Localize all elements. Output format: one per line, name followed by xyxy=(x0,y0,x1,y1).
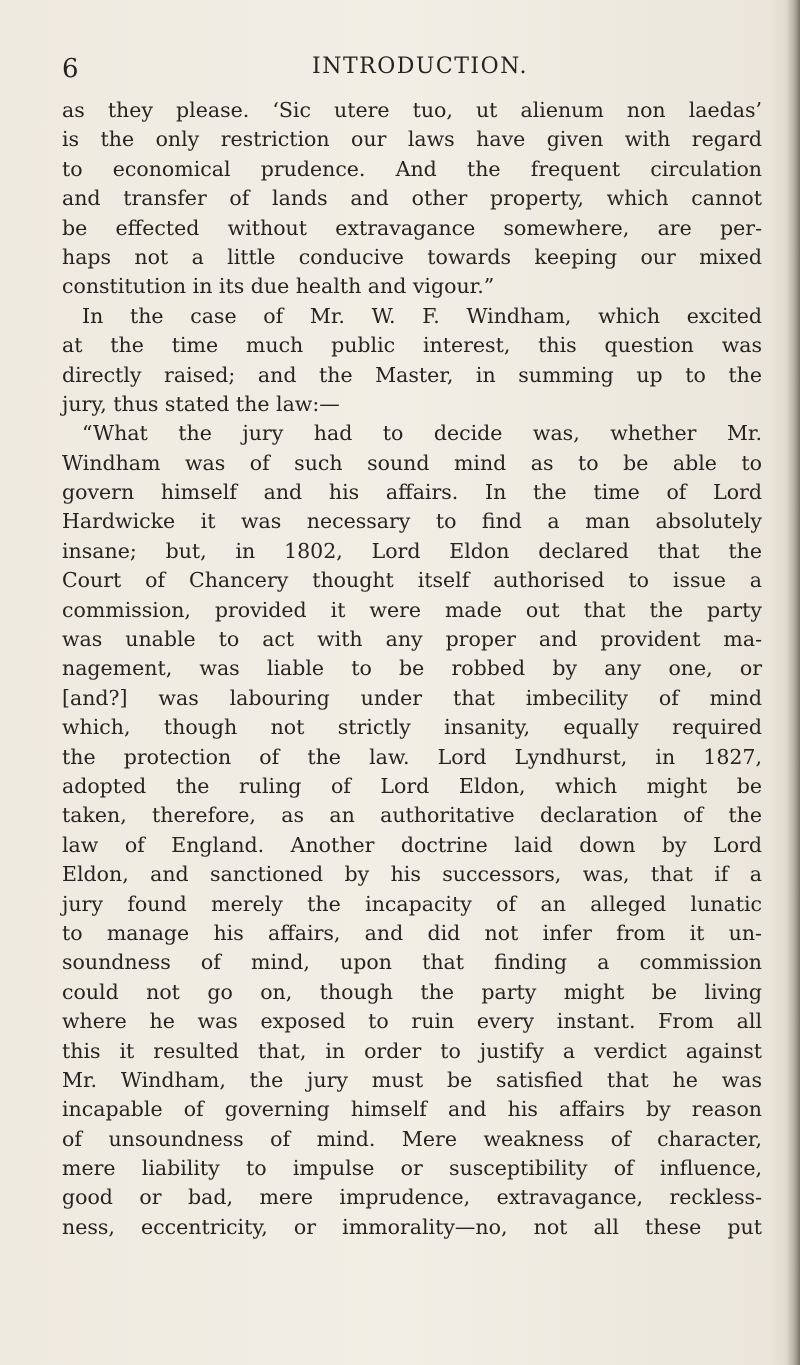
text-line: nagement, was liable to be robbed by any one, or xyxy=(62,656,762,681)
text-line: of unsoundness of mind. Mere weakness of character, xyxy=(62,1126,762,1151)
text-line: jury found merely the incapacity of an alleged lunatic xyxy=(62,891,762,916)
text-line: law of England. Another doctrine laid down by Lord xyxy=(62,832,762,857)
text-line: where he was exposed to ruin every instant. From all xyxy=(62,1009,762,1034)
text-line: insane; but, in 1802, Lord Eldon declared that the xyxy=(62,538,762,563)
text-line: which, though not strictly insanity, equally required xyxy=(62,715,762,740)
text-line: as they please. ‘Sic utere tuo, ut alienum non laedas’ xyxy=(62,98,762,122)
text-line: govern himself and his affairs. In the time of Lord xyxy=(62,480,762,505)
text-line: Eldon, and sanctioned by his successors, was, that if a xyxy=(62,862,762,887)
text-line: and transfer of lands and other property, which cannot xyxy=(62,186,762,211)
text-line: was unable to act with any proper and provident ma- xyxy=(62,627,762,652)
page-header xyxy=(40,54,760,90)
text-line: jury, thus stated the law:— xyxy=(62,391,340,416)
text-line: haps not a little conducive towards keeping our mixed xyxy=(62,244,762,269)
text-line: Hardwicke it was necessary to find a man absolutely xyxy=(62,509,762,534)
body-text xyxy=(62,96,762,1242)
text-line: commission, provided it were made out that the party xyxy=(62,597,762,622)
text-line: constitution in its due health and vigour.” xyxy=(62,274,495,299)
text-line: the protection of the law. Lord Lyndhurst, in 1827, xyxy=(62,744,762,769)
text-line: Mr. Windham, the jury must be satisfied that he was xyxy=(62,1067,762,1092)
text-line: ness, eccentricity, or immorality—no, not all these put xyxy=(62,1214,762,1239)
text-line: be effected without extravagance somewhere, are per- xyxy=(62,215,762,240)
text-line: directly raised; and the Master, in summing up to the xyxy=(62,362,762,387)
page-edge-shadow xyxy=(786,0,800,1365)
text-line: taken, therefore, as an authoritative declaration of the xyxy=(62,803,762,828)
running-head: INTRODUCTION. xyxy=(312,54,528,79)
text-line: is the only restriction our laws have given with regard xyxy=(62,127,762,152)
text-line: adopted the ruling of Lord Eldon, which might be xyxy=(62,773,762,798)
text-line: to economical prudence. And the frequent circulation xyxy=(62,156,762,181)
text-line: Windham was of such sound mind as to be able to xyxy=(62,450,762,475)
text-line: “What the jury had to decide was, whether Mr. xyxy=(82,421,762,446)
text-line: Court of Chancery thought itself authorised to issue a xyxy=(62,568,762,593)
text-line: to manage his affairs, and did not infer from it un- xyxy=(62,920,762,945)
text-line: could not go on, though the party might be living xyxy=(62,979,762,1004)
text-line: incapable of governing himself and his affairs by reason xyxy=(62,1097,762,1122)
text-line: good or bad, mere imprudence, extravagance, reckless- xyxy=(62,1185,762,1210)
page-number: 6 xyxy=(62,54,79,84)
text-line: soundness of mind, upon that finding a commission xyxy=(62,950,762,975)
text-line: In the case of Mr. W. F. Windham, which excited xyxy=(82,303,762,328)
text-line: mere liability to impulse or susceptibility of influence, xyxy=(62,1156,762,1181)
text-line: [and?] was labouring under that imbecility of mind xyxy=(62,685,762,710)
text-line: at the time much public interest, this question was xyxy=(62,333,762,358)
text-line: this it resulted that, in order to justify a verdict against xyxy=(62,1038,762,1063)
